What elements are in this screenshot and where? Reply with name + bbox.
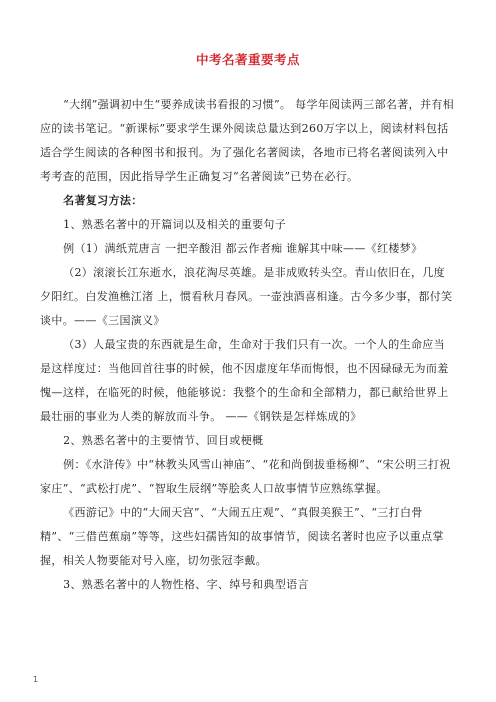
section-heading: 名著复习方法：	[63, 194, 143, 207]
example-2: （2）滚滚长江东逝水，浪花淘尽英雄。是非成败转头空。青山依旧在，几度夕阳红。白发渔樵江渚 上，惯看秋月春风。一壶浊酒喜相逢。古今多少事，都付笑谈中。——《三国演义》	[40, 266, 453, 327]
document-title: 中考名著重要考点	[195, 52, 300, 67]
example-3: （3）人最宝贵的东西就是生命，生命对于我们只有一次。一个人的生命应当是这样度过：当他回首往事的时候，他不因虚度年华而悔恨，也不因碌碌无为而羞愧—这样，在临死的时候，他能够说：我整个的生命和全部精力，都已献给世界上最壮丽的事业为人类的解放而斗争。 ——《钢铁是怎样炼成的》	[40, 338, 449, 423]
point-2-heading: 2、熟悉名著中的主要情节、回目或梗概	[63, 434, 264, 447]
page-number: 1	[33, 675, 39, 684]
document-body	[40, 93, 455, 597]
example-xiyouji: 《西游记》中的“大闹天宫”、“大闹五庄观”、“真假美猴王”、“三打白骨精”、“三借芭蕉扇”等等，这些妇孺皆知的故事情节，阅读名著时也应予以重点掌握，相关人物要能对号入座，切勿张冠李戴。	[40, 506, 444, 567]
point-1-heading: 1、熟悉名著中的开篇词以及相关的重要句子	[63, 218, 287, 231]
point-3-heading: 3、熟悉名著中的人物性格、字、绰号和典型语言	[63, 578, 309, 591]
intro-paragraph: “大纲”强调初中生“要养成读书看报的习惯”。 每学年阅读两三部名著，并有相应的读书笔记。“新课标”要求学生课外阅读总量达到260万字以上，阅读材料包括适合学生阅读的各种图书和报刊。为了强化名著阅读，各地市已将名著阅读列入中考考查的范围，因此指导学生正确复习“名著阅读”已势在必行。	[40, 98, 455, 183]
example-1: 例（1）满纸荒唐言 一把辛酸泪 都云作者痴 谁解其中味——《红楼梦》	[63, 242, 423, 255]
example-shuihu: 例：《水浒传》中“林教头风雪山神庙”、“花和尚倒拔垂杨柳”、“宋公明三打祝家庄”、“武松打虎”、“智取生辰纲”等脍炙人口故事情节应熟练掌握。	[40, 458, 451, 495]
